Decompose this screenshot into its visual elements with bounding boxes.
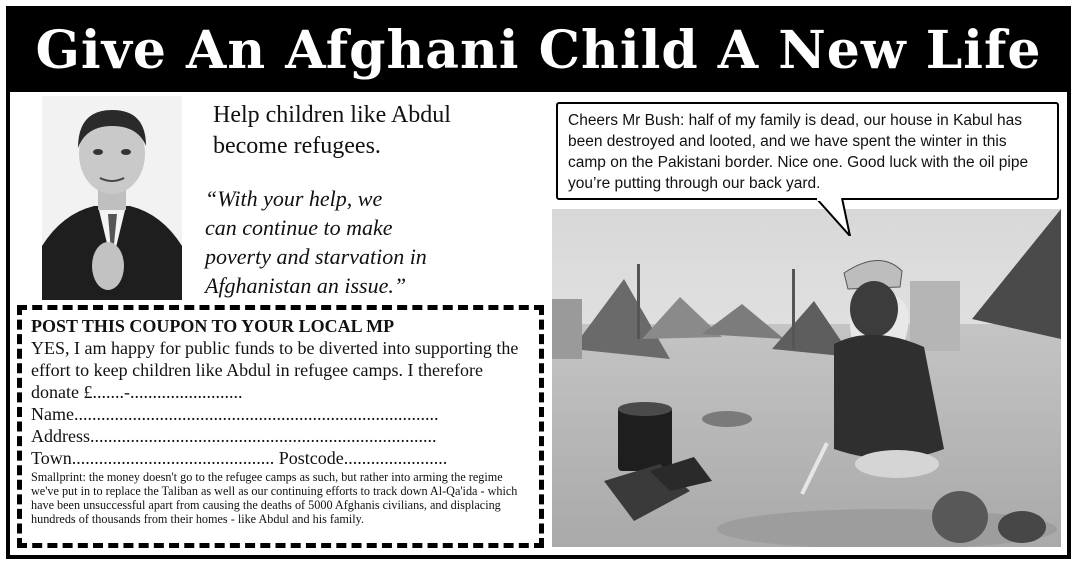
politician-portrait — [42, 96, 182, 300]
quote-line-3: poverty and starvation in — [205, 244, 427, 269]
speech-bubble — [556, 102, 1059, 200]
coupon-body: YES, I am happy for public funds to be diverted into supporting the effort to keep children like Abdul in refugee camps. I therefore donate £.......-......................... — [31, 338, 519, 402]
camp-photo-image — [552, 209, 1061, 547]
coupon-name-line: Name................................................................................. — [31, 404, 439, 424]
coupon-heading: POST THIS COUPON TO YOUR LOCAL MP — [31, 316, 395, 336]
coupon-smallprint: Smallprint: the money doesn't go to the refugee camps as such, but rather into arming the regime we've put in to replace the Taliban as well as our continuing efforts to track down Al-Qa'ida - which have been unsuccessful apart from causing the deaths of 5000 Afghanis civilians, and displacing hundreds of thousands from their homes - like Abdul and his family. — [31, 470, 518, 526]
quote-line-4: Afghanistan an issue.” — [205, 273, 407, 298]
portrait-image — [42, 96, 182, 300]
speech-bubble-text: Cheers Mr Bush: half of my family is dead, our house in Kabul has been destroyed and looted, and we have spent the winter in this camp on the Pakistani border. Nice one. Good luck with the oil pipe you’re putting through our back yard. — [568, 112, 1029, 192]
speech-bubble-tail — [814, 198, 854, 236]
coupon-address-line: Address............................................................................. — [31, 426, 437, 446]
refugee-camp-photo — [552, 209, 1061, 547]
title-banner — [6, 6, 1071, 92]
poster-title: Give An Afghani Child A New Life — [35, 20, 1042, 81]
intro-line-2: become refugees. — [213, 133, 381, 159]
donation-coupon — [17, 305, 544, 548]
politician-quote — [205, 184, 535, 300]
quote-line-1: “With your help, we — [205, 186, 383, 211]
quote-line-2: can continue to make — [205, 215, 393, 240]
coupon-town-postcode-line: Town............................................. Postcode....................... — [31, 448, 448, 468]
intro-text — [213, 100, 533, 162]
intro-line-1: Help children like Abdul — [213, 102, 451, 128]
